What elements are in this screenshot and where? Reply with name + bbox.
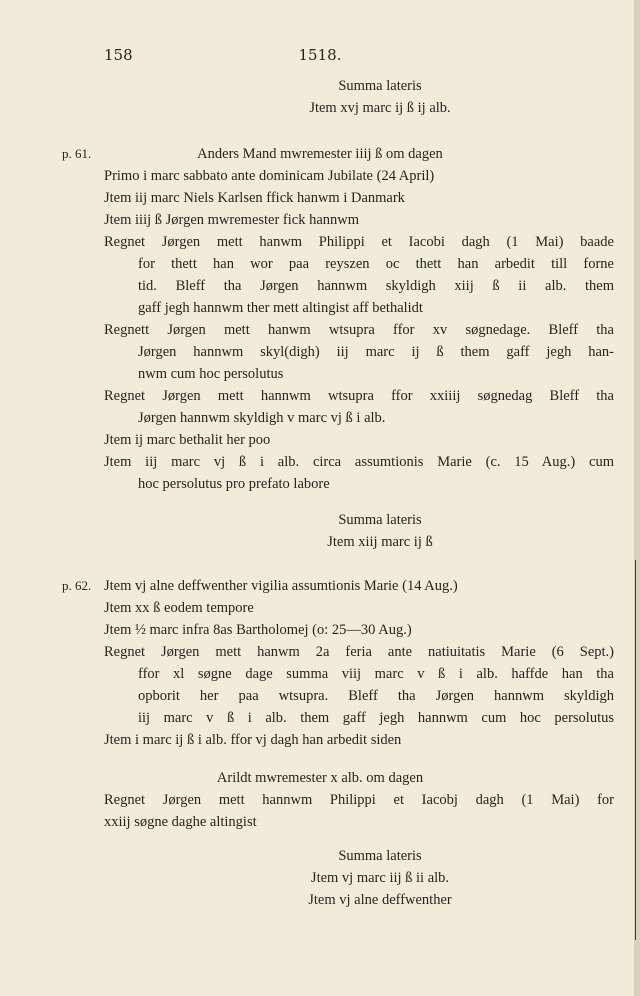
block1-line-8: Regnett Jørgen mett hanwm wtsupra ffor xv søgnedage. Bleff tha (104, 322, 614, 338)
block2-line-7: Jtem i marc ij ß i alb. ffor vj dagh han arbedit siden (104, 732, 402, 748)
block2-line-4: ffor xl søgne dage summa viij marc v ß i alb. haffde han tha (138, 666, 614, 682)
block1-line-11: Regnet Jørgen mett hannwm wtsupra ffor xxiiij søgnedag Bleff tha (104, 388, 614, 404)
page-edge-line (635, 560, 636, 940)
block1-line-12: Jørgen hannwm skyldigh v marc vj ß i alb. (138, 410, 386, 426)
block1-line-14: Jtem iij marc vj ß i alb. circa assumtionis Marie (c. 15 Aug.) cum (104, 454, 614, 470)
block2-line-5: opborit her paa wtsupra. Bleff tha Jørgen hannwm skyldigh (138, 688, 614, 704)
page-number: 158 (104, 46, 133, 64)
summa-title-3: Summa lateris (338, 848, 422, 864)
block1-line-6: tid. Bleff tha Jørgen hannwm skyldigh xiij ß ii alb. them (138, 278, 614, 294)
margin-note-p61: p. 61. (62, 146, 92, 161)
summa-line-2: Jtem xiij marc ij ß (327, 534, 433, 550)
block3-line-1: Regnet Jørgen mett hannwm Philippi et Iacobj dagh (1 Mai) for (104, 792, 614, 808)
block1-line-13: Jtem ij marc bethalit her poo (104, 432, 271, 448)
block2-line-2: Jtem ½ marc infra 8as Bartholomej (o: 25—30 Aug.) (104, 622, 412, 638)
block1-line-0: Anders Mand mwremester iiij ß om dagen (197, 146, 443, 162)
summa-line-1: Jtem xvj marc ij ß ij alb. (309, 100, 451, 116)
summa-line-3a: Jtem vj marc iij ß ii alb. (310, 870, 450, 886)
summa-title-2: Summa lateris (338, 512, 422, 528)
margin-note-p62: p. 62. (62, 578, 92, 593)
block2-line-6: iij marc v ß i alb. them gaff jegh hannwm cum hoc persolutus (138, 710, 614, 726)
summa-line-3b: Jtem vj alne deffwenther (308, 892, 452, 908)
block3-line-0: Arildt mwremester x alb. om dagen (216, 770, 424, 786)
block3-line-2: xxiij søgne daghe altingist (104, 814, 257, 830)
block1-line-9: Jørgen hannwm skyl(digh) iij marc ij ß them gaff jegh han- (138, 344, 614, 360)
block1-line-5: for thett han wor paa reyszen oc thett han arbedit till forne (138, 256, 614, 272)
summa-title-1: Summa lateris (338, 78, 422, 94)
block1-line-2: Jtem iij marc Niels Karlsen ffick hanwm i Danmark (104, 190, 405, 206)
block2-line-3: Regnet Jørgen mett hanwm 2a feria ante natiuitatis Marie (6 Sept.) (104, 644, 614, 660)
block1-line-4: Regnet Jørgen mett hanwm Philippi et Iacobi dagh (1 Mai) baade (104, 234, 614, 250)
block1-line-1: Primo i marc sabbato ante dominicam Jubilate (24 April) (104, 168, 435, 184)
block1-line-7: gaff jegh hannwm ther mett altingist aff bethalidt (138, 300, 423, 316)
block2-line-0: Jtem vj alne deffwenther vigilia assumtionis Marie (14 Aug.) (104, 578, 458, 594)
block2-line-1: Jtem xx ß eodem tempore (104, 600, 254, 616)
block1-line-3: Jtem iiij ß Jørgen mwremester fick hannwm (104, 212, 360, 228)
block1-line-15: hoc persolutus pro prefato labore (138, 476, 330, 492)
page-year: 1518. (298, 46, 342, 64)
block1-line-10: nwm cum hoc persolutus (138, 366, 284, 382)
